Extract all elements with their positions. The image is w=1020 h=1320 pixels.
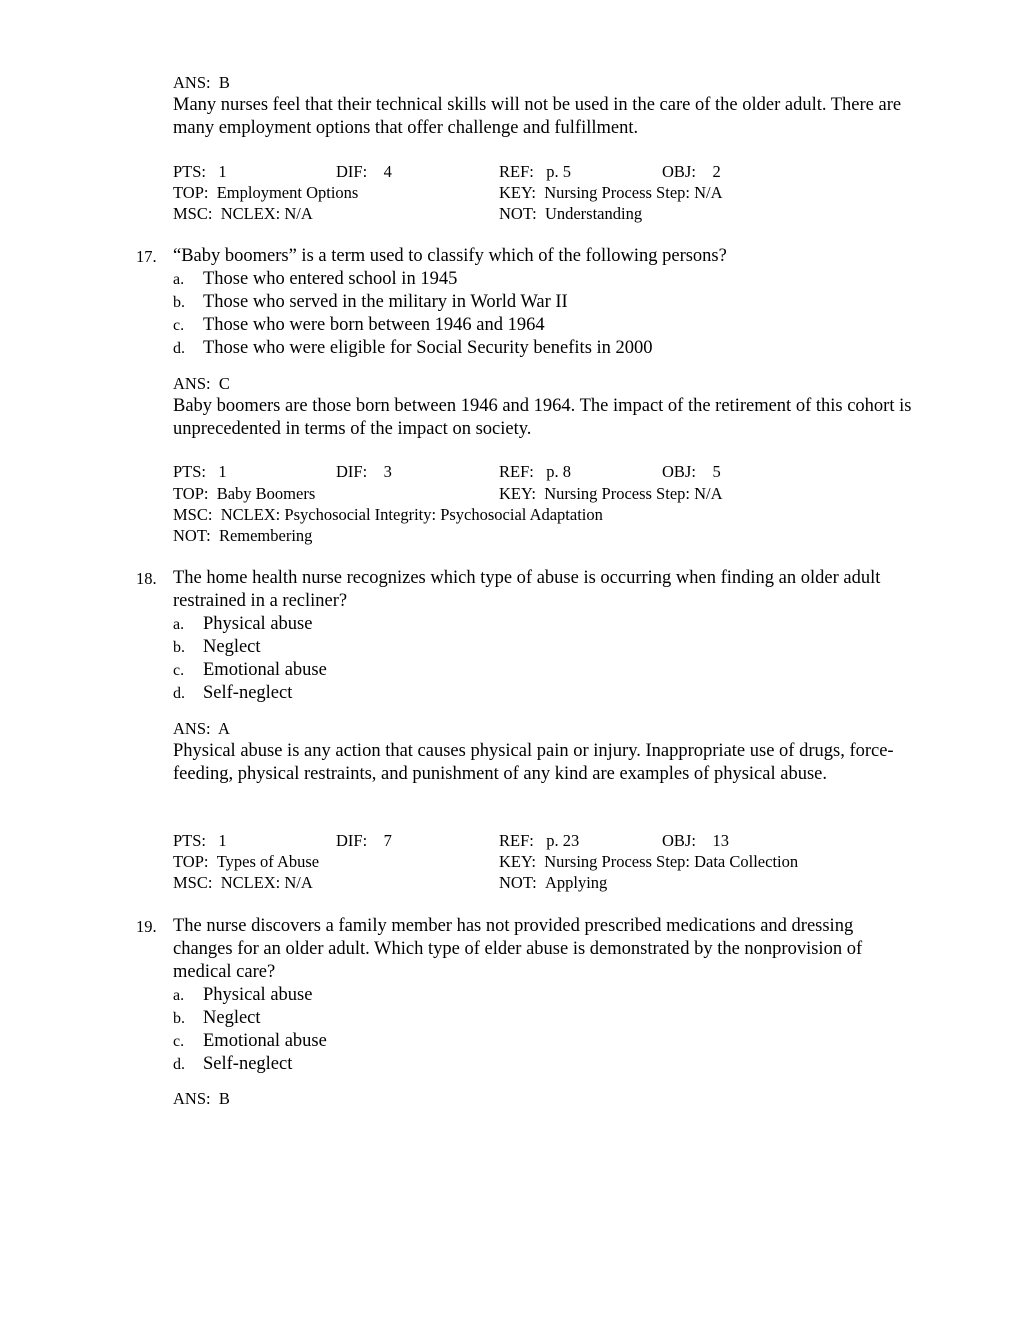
- meta-obj: OBJ: 5: [662, 462, 721, 481]
- meta-not: NOT: Remembering: [173, 526, 313, 545]
- option-text: Those who were eligible for Social Security benefits in 2000: [203, 338, 653, 358]
- meta-obj: OBJ: 2: [662, 162, 721, 181]
- question-text: The nurse discovers a family member has not provided prescribed medications and dressing changes for an older adult. Which type of elder abuse is demonstrated by the nonprovision of medical care?: [173, 916, 863, 982]
- answer-line: [173, 718, 230, 739]
- meta-top: TOP: Baby Boomers: [173, 484, 316, 503]
- meta-key: KEY: Nursing Process Step: Data Collection: [499, 852, 799, 871]
- rationale: Physical abuse is any action that causes physical pain or injury. Inappropriate use of drugs, force-feeding, physical restraints, and punishment of any kind are examples of physical abuse.: [173, 741, 894, 784]
- option-letter: b.: [173, 1010, 185, 1027]
- answer-label: ANS:: [173, 719, 211, 738]
- meta-key: KEY: Nursing Process Step: N/A: [499, 183, 723, 202]
- option-text: Neglect: [203, 1008, 261, 1028]
- answer-line: [173, 1088, 230, 1109]
- meta-ref: REF: p. 23: [499, 831, 580, 850]
- option-text: Emotional abuse: [203, 660, 327, 680]
- answer-line: [173, 72, 230, 93]
- meta-ref: REF: p. 5: [499, 162, 571, 181]
- option-text: Neglect: [203, 637, 261, 657]
- meta-key: KEY: Nursing Process Step: N/A: [499, 484, 723, 503]
- meta-dif: DIF: 3: [336, 462, 392, 481]
- meta-obj: OBJ: 13: [662, 831, 729, 850]
- rationale: Baby boomers are those born between 1946 and 1964. The impact of the retirement of this cohort is unprecedented in terms of the impact on society.: [173, 396, 912, 439]
- meta-pts: PTS: 1: [173, 462, 227, 481]
- option-letter: b.: [173, 294, 185, 311]
- answer-line: [173, 373, 230, 394]
- question-text: The home health nurse recognizes which type of abuse is occurring when finding an older adult restrained in a recliner?: [173, 568, 881, 611]
- meta-msc: MSC: NCLEX: N/A: [173, 873, 313, 892]
- meta-dif: DIF: 4: [336, 162, 392, 181]
- meta-top: TOP: Employment Options: [173, 183, 359, 202]
- meta-dif: DIF: 7: [336, 831, 392, 850]
- answer-label: ANS:: [173, 73, 211, 92]
- meta-top: TOP: Types of Abuse: [173, 852, 320, 871]
- option-letter: b.: [173, 639, 185, 656]
- option-text: Emotional abuse: [203, 1031, 327, 1051]
- option-letter: d.: [173, 340, 185, 357]
- answer-value: C: [218, 374, 230, 393]
- question-number: 19.: [136, 917, 157, 936]
- option-letter: d.: [173, 685, 185, 702]
- question-text: “Baby boomers” is a term used to classify which of the following persons?: [173, 246, 727, 266]
- meta-not: NOT: Applying: [499, 873, 608, 892]
- meta-ref: REF: p. 8: [499, 462, 571, 481]
- answer-value: B: [218, 73, 230, 92]
- meta-not: NOT: Understanding: [499, 204, 643, 223]
- option-letter: c.: [173, 317, 185, 334]
- answer-label: ANS:: [173, 374, 211, 393]
- meta-pts: PTS: 1: [173, 831, 227, 850]
- rationale: Many nurses feel that their technical skills will not be used in the care of the older adult. There are many employment options that offer challenge and fulfillment.: [173, 95, 902, 138]
- option-text: Those who entered school in 1945: [203, 269, 458, 289]
- meta-pts: PTS: 1: [173, 162, 227, 181]
- question-number: 18.: [136, 569, 157, 588]
- option-text: Self-neglect: [203, 1054, 293, 1074]
- option-letter: c.: [173, 1033, 185, 1050]
- answer-value: B: [218, 1089, 230, 1108]
- option-text: Those who were born between 1946 and 1964: [203, 315, 545, 335]
- answer-value: A: [217, 719, 230, 738]
- option-letter: a.: [173, 987, 185, 1004]
- option-text: Physical abuse: [203, 614, 313, 634]
- option-text: Those who served in the military in World War II: [203, 292, 568, 312]
- option-text: Self-neglect: [203, 683, 293, 703]
- question-number: 17.: [136, 247, 157, 266]
- option-letter: c.: [173, 662, 185, 679]
- meta-msc: MSC: NCLEX: Psychosocial Integrity: Psychosocial Adaptation: [173, 505, 603, 524]
- answer-label: ANS:: [173, 1089, 211, 1108]
- option-text: Physical abuse: [203, 985, 313, 1005]
- meta-msc: MSC: NCLEX: N/A: [173, 204, 313, 223]
- option-letter: a.: [173, 271, 185, 288]
- option-letter: a.: [173, 616, 185, 633]
- option-letter: d.: [173, 1056, 185, 1073]
